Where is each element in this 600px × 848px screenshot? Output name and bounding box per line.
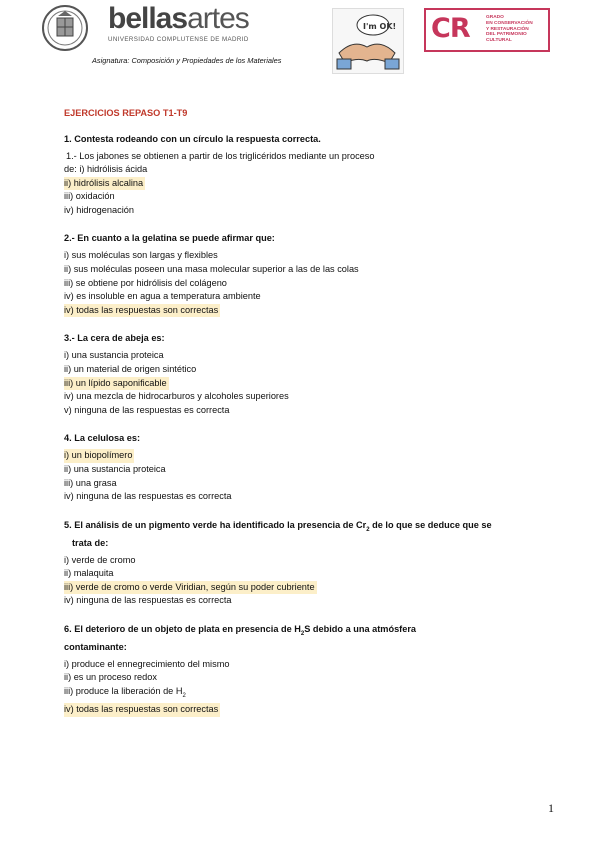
question-1 [64,133,564,217]
option: iv) ninguna de las respuestas es correcta [64,491,232,502]
question-heading: 1. Contesta rodeando con un círculo la respuesta correcta. [64,134,321,144]
question-heading: 2.- En cuanto a la gelatina se puede afirmar que: [64,233,275,244]
question-heading-cont: trata de: [72,537,109,548]
option-correct: iv) todas las respuestas son correctas [64,703,220,717]
question-heading: 4. La celulosa es: [64,433,141,444]
question-heading-cont: contaminante: [64,641,127,652]
option-correct: ii) hidrólisis alcalina [64,177,145,191]
option: ii) una sustancia proteica [64,463,166,474]
option: iii) produce la liberación de $H_2$ [64,685,186,699]
option: iv) ninguna de las respuestas es correcta [64,595,232,606]
page-header [0,0,600,80]
option: de: i) hidrólisis ácida [64,164,148,174]
option: iv) es insoluble en agua a temperatura ambiente [64,291,261,302]
question-heading: 5. El análisis de un pigmento verde ha identificado la presencia de $Cr_2$ de lo que se deduce que se [64,519,492,533]
question-heading: 3.- La cera de abeja es: [64,333,165,344]
question-3 [64,332,564,417]
question-6 [64,623,564,717]
page-number: 1 [548,801,554,815]
university-seal-icon [40,4,90,52]
option: ii) malaquita [64,568,114,579]
option-correct: iii) verde de cromo o verde Viridian, según su poder cubriente [64,581,317,595]
option: i) verde de cromo [64,554,136,565]
question-heading: 6. El deterioro de un objeto de plata en presencia de $H_2S$ debido a una atmósfera [64,623,417,637]
option: ii) sus moléculas poseen una masa molecular superior a las de las colas [64,263,359,274]
question-2 [64,232,564,317]
option: ii) un material de origen sintético [64,363,197,374]
option: i) una sustancia proteica [64,350,164,361]
option: ii) es un proceso redox [64,672,157,683]
question-text: 1.- Los jabones se obtienen a partir de los triglicéridos mediante un proceso [66,151,375,161]
option: iii) oxidación [64,191,115,202]
brand-logo: bellasartes [108,2,249,35]
option: iv) hidrogenación [64,204,134,215]
question-5 [64,519,564,608]
cr-degree-logo: CR GRADO EN CONSERVACIÓN Y RESTAURACIÓN DEL PATRIMONIO CULTURAL [424,8,550,52]
option: i) sus moléculas son largas y flexibles [64,250,218,261]
option-correct: iv) todas las respuestas son correctas [64,304,220,318]
stamp-image [332,8,404,74]
option-correct: iii) un lípido saponificable [64,377,169,391]
option: v) ninguna de las respuestas es correcta [64,404,230,415]
handshake-icon [333,9,403,73]
question-4 [64,432,564,503]
document-body [64,108,564,732]
brand-subtitle: UNIVERSIDAD COMPLUTENSE DE MADRID [108,36,249,43]
option: iv) una mezcla de hidrocarburos y alcoholes superiores [64,391,289,402]
page-title: EJERCICIOS REPASO T1-T9 [64,108,188,118]
option: i) produce el ennegrecimiento del mismo [64,658,230,669]
option-correct: i) un biopolímero [64,449,134,463]
subject-line: Asignatura: Composición y Propiedades de los Materiales [92,56,282,65]
option: iii) una grasa [64,477,117,488]
svg-text:I'm OK!: I'm OK! [363,22,397,31]
option: iii) se obtiene por hidrólisis del colágeno [64,277,227,288]
